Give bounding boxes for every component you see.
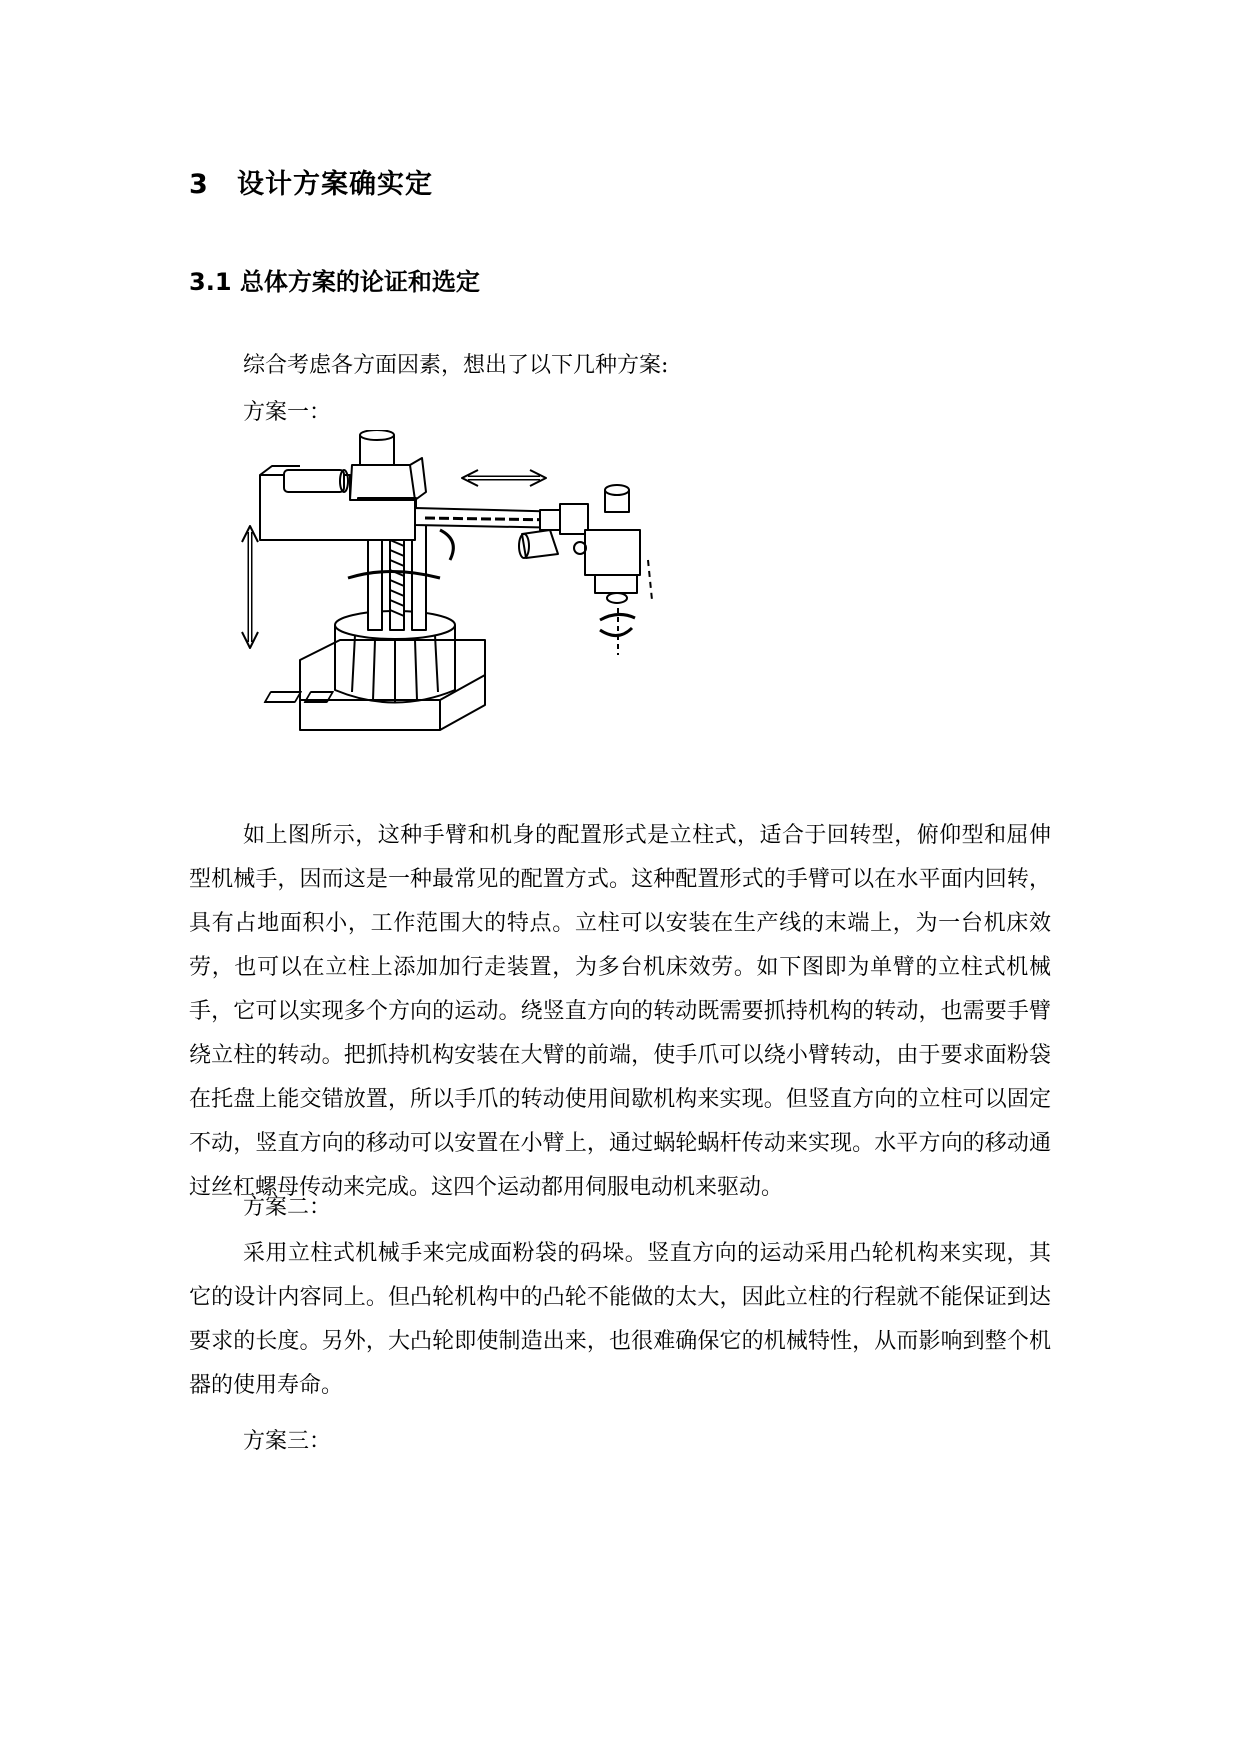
scheme3-label: 方案三： [243, 1429, 332, 1454]
vertical-motion-arrow-icon [242, 526, 258, 648]
wrist-assembly [519, 485, 652, 603]
scheme1-label: 方案一： [243, 400, 332, 425]
horizontal-motion-arrow-icon [462, 470, 546, 486]
scheme2-description: 采用立柱式机械手来完成面粉袋的码垛。竖直方向的运动采用凸轮机构来实现，其它的设计内容同上。但凸轮机构中的凸轮不能做的太大，因此立柱的行程就不能保证到达要求的长度。另外，大凸轮即使制造出来，也很难确保它的机械特性，从而影响到整个机器的使用寿命。 [189, 1241, 1051, 1398]
column-manipulator-figure [240, 430, 740, 820]
gripper-rotation-arrow-icon [600, 608, 635, 655]
section-heading: 3.1 总体方案的论证和选定 [189, 268, 480, 296]
scheme1-description: 如上图所示，这种手臂和机身的配置形式是立柱式，适合于回转型，俯仰型和屈伸型机械手，因而这是一种最常见的配置方式。这种配置形式的手臂可以在水平面内回转，具有占地面积小，工作范围大的特点。立柱可以安装在生产线的末端上，为一台机床效劳，也可以在立柱上添加加行走装置，为多台机床效劳。如下图即为单臂的立柱式机械手，它可以实现多个方向的运动。绕竖直方向的转动既需要抓持机构的转动，也需要手臂绕立柱的转动。把抓持机构安装在大臂的前端，使手爪可以绕小臂转动，由于要求面粉袋在托盘上能交错放置，所以手爪的转动使用间歇机构来实现。但竖直方向的立柱可以固定不动，竖直方向的移动可以安置在小臂上，通过蜗轮蜗杆传动来实现。水平方向的移动通过丝杠螺母传动来完成。这四个运动都用伺服电动机来驱动。 [189, 823, 1051, 1200]
intro-paragraph: 综合考虑各方面因素，想出了以下几种方案: [243, 353, 669, 378]
chapter-heading [189, 162, 433, 201]
scheme2-label: 方案二： [243, 1195, 332, 1220]
chapter-title: 设计方案确实定 [237, 169, 433, 200]
chapter-number: 3 [189, 169, 209, 200]
